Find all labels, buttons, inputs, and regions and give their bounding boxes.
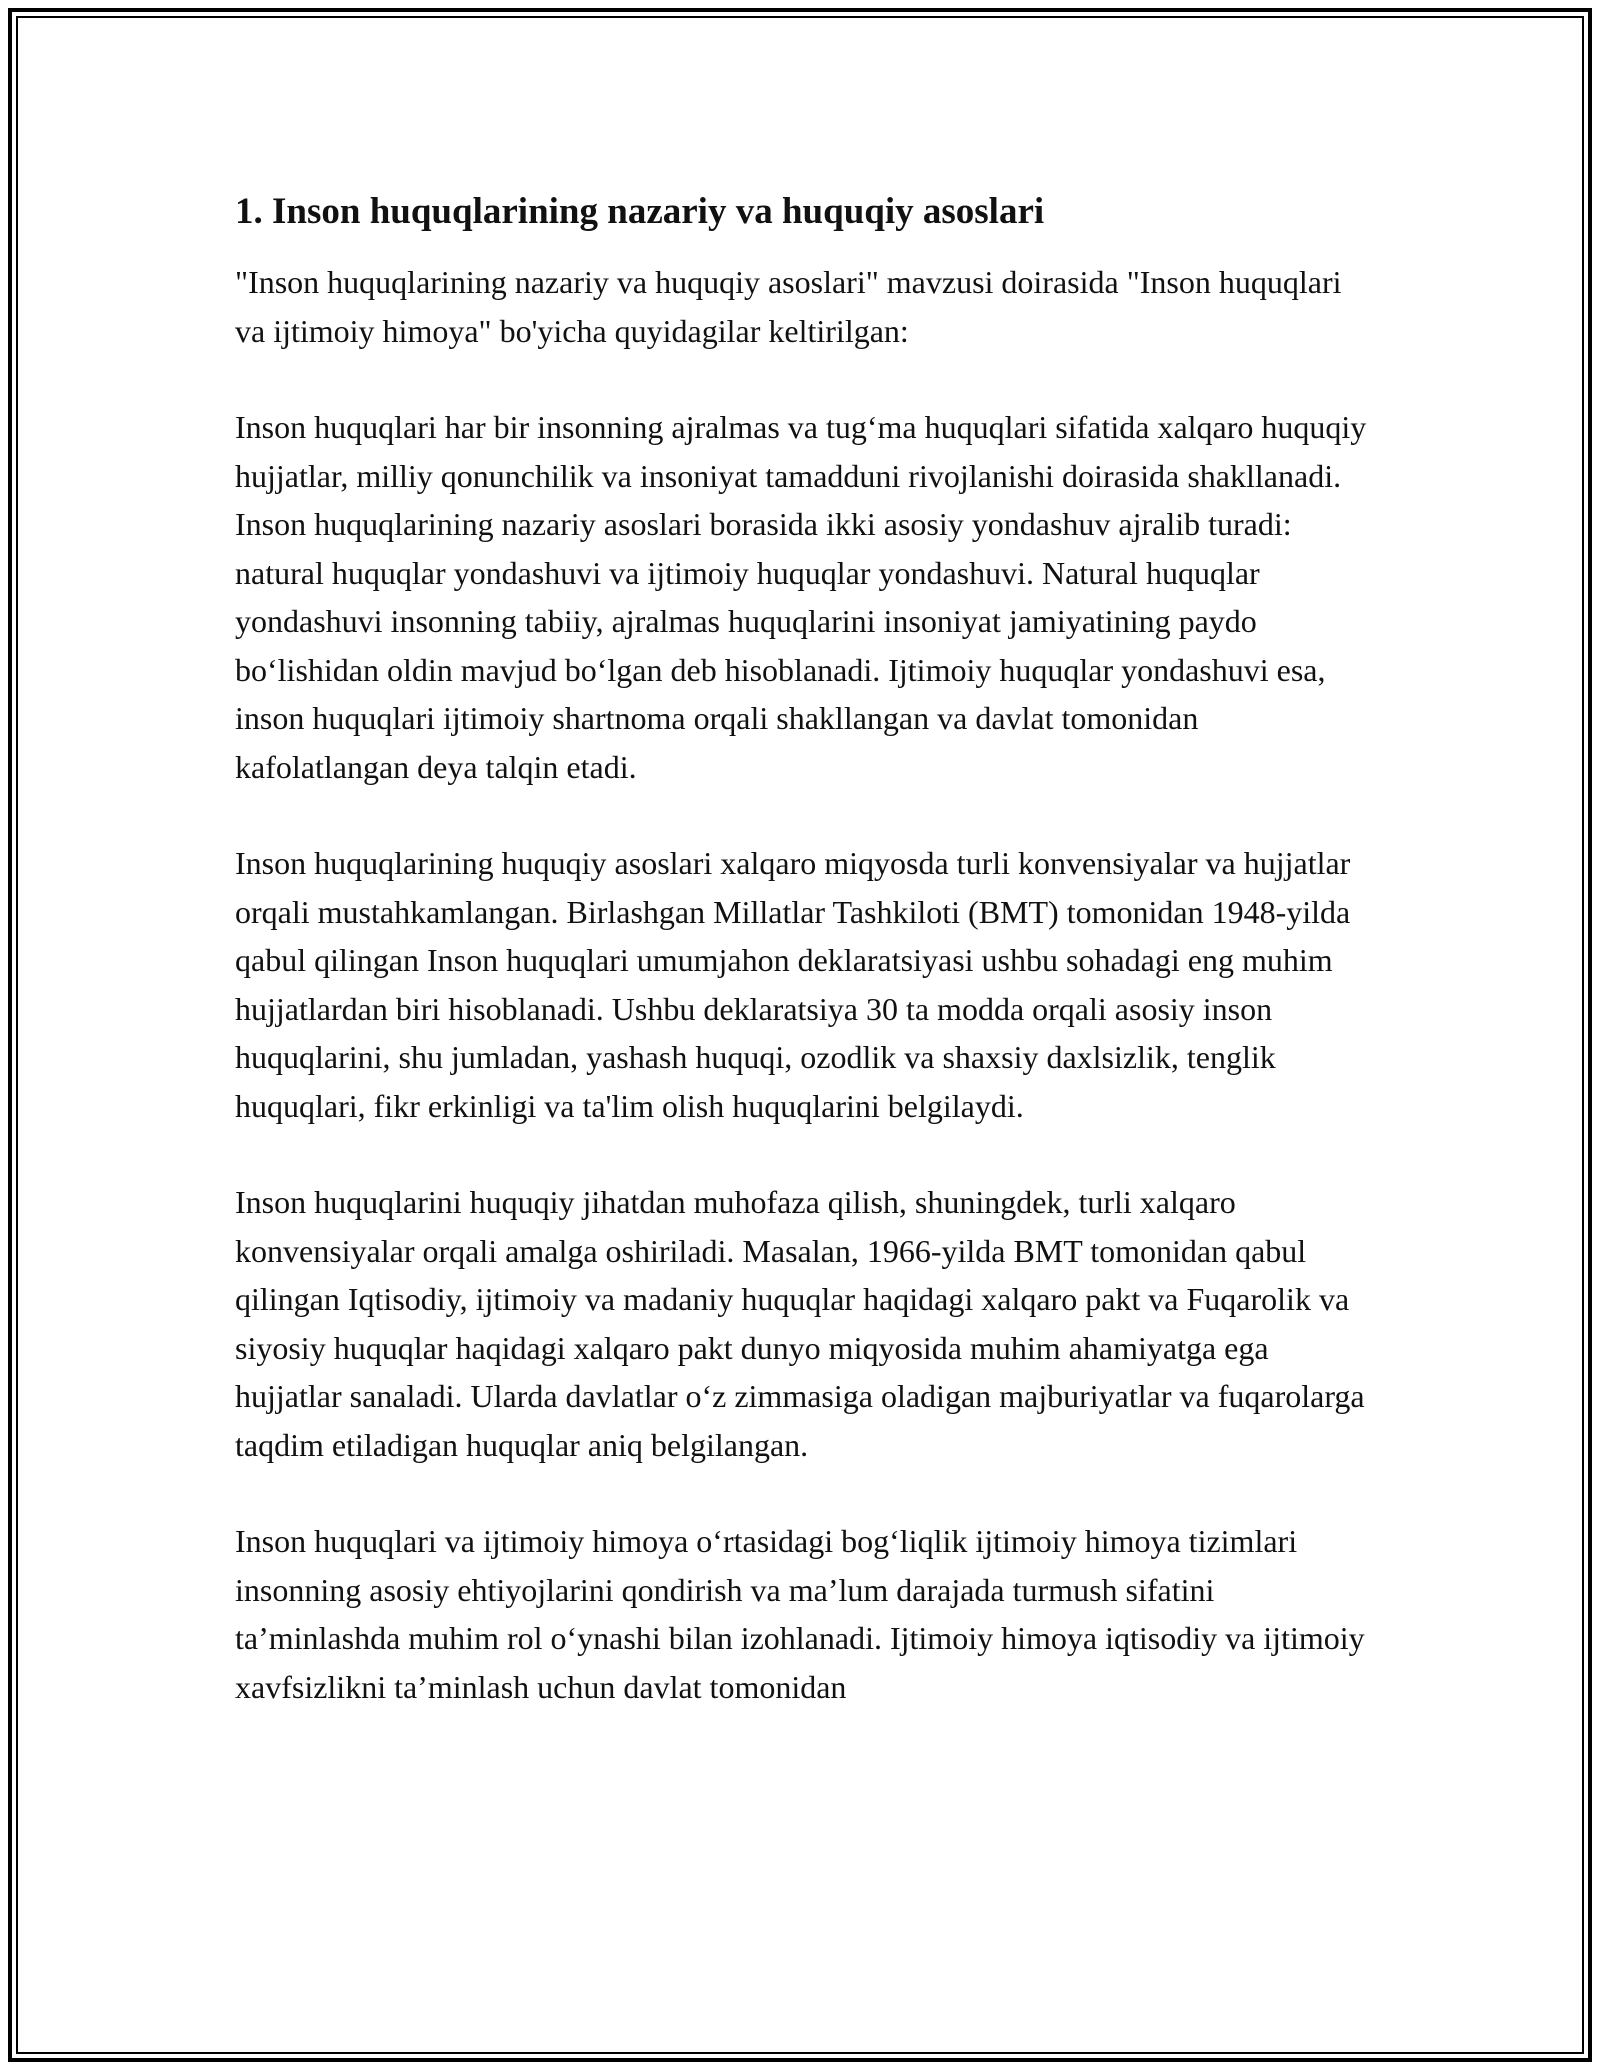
paragraph-intro: "Inson huquqlarining nazariy va huquqiy asoslari" mavzusi doirasida "Inson huquqlari va ijtimoiy himoya" bo'yicha quyidagilar keltirilgan:	[235, 264, 1342, 349]
paragraph-legal-basis: Inson huquqlarining huquqiy asoslari xalqaro miqyosda turli konvensiyalar va hujjatlar orqali mustahkamlangan. Birlashgan Millatlar Tashkiloti (BMT) tomonidan 1948-yilda qabul qilingan Inson huquqlari umumjahon deklaratsiyasi ushbu sohadagi eng muhim hujjatlardan biri hisoblanadi. Ushbu deklaratsiya 30 ta modda orqali asosiy inson huquqlarini, shu jumladan, yashash huquqi, ozodlik va shaxsiy daxlsizlik, tenglik huquqlari, fikr erkinligi va ta'lim olish huquqlarini belgilaydi.	[235, 845, 1351, 1124]
section-heading: 1. Inson huquqlarining nazariy va huquqiy asoslari	[235, 191, 1045, 232]
paragraph-international-covenants: Inson huquqlarini huquqiy jihatdan muhofaza qilish, shuningdek, turli xalqaro konvensiyalar orqali amalga oshiriladi. Masalan, 1966-yilda BMT tomonidan qabul qilingan Iqtisodiy, ijtimoiy va madaniy huquqlar haqidagi xalqaro pakt va Fuqarolik va siyosiy huquqlar haqidagi xalqaro pakt dunyo miqyosida muhim ahamiyatga ega hujjatlar sanaladi. Ularda davlatlar o‘z zimmasiga oladigan majburiyatlar va fuqarolarga taqdim etiladigan huquqlar aniq belgilangan.	[235, 1184, 1365, 1463]
document-body	[235, 186, 1370, 1759]
paragraph-theoretical-basis: Inson huquqlari har bir insonning ajralmas va tug‘ma huquqlari sifatida xalqaro huquqiy hujjatlar, milliy qonunchilik va insoniyat tamadduni rivojlanishi doirasida shakllanadi. Inson huquqlarining nazariy asoslari borasida ikki asosiy yondashuv ajralib turadi: natural huquqlar yondashuvi va ijtimoiy huquqlar yondashuvi. Natural huquqlar yondashuvi insonning tabiiy, ajralmas huquqlarini insoniyat jamiyatining paydo bo‘lishidan oldin mavjud bo‘lgan deb hisoblanadi. Ijtimoiy huquqlar yondashuvi esa, inson huquqlari ijtimoiy shartnoma orqali shakllangan va davlat tomonidan kafolatlangan deya talqin etadi.	[235, 409, 1367, 785]
paragraph-social-protection: Inson huquqlari va ijtimoiy himoya o‘rtasidagi bog‘liqlik ijtimoiy himoya tizimlari insonning asosiy ehtiyojlarini qondirish va ma’lum darajada turmush sifatini ta’minlashda muhim rol o‘ynashi bilan izohlanadi. Ijtimoiy himoya iqtisodiy va ijtimoiy xavfsizlikni ta’minlash uchun davlat tomonidan	[235, 1523, 1365, 1705]
